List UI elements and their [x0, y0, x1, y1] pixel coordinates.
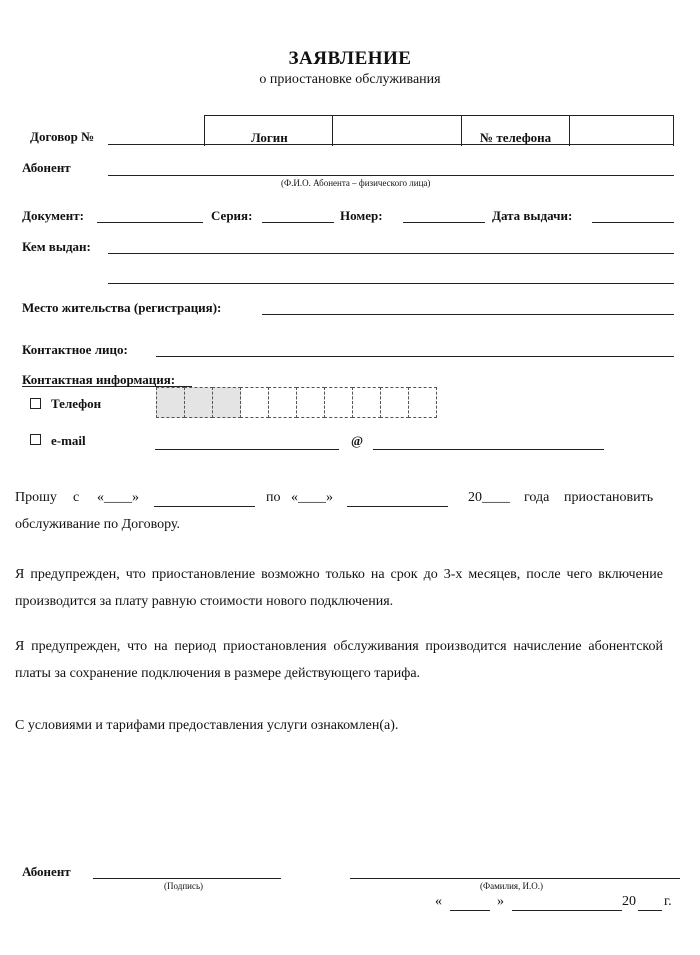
signature-subscriber-label: Абонент — [22, 864, 71, 879]
signature-month-field[interactable] — [512, 910, 622, 911]
request-word-2: с — [73, 490, 80, 505]
signature-year-suffix: г. — [664, 894, 672, 909]
notice-paragraph-1: Я предупрежден, что приостановление возможно только на срок до 3-х месяцев, после чего включение производится за плату равную стоимости нового подключения. — [15, 567, 663, 609]
series-label: Серия: — [211, 208, 253, 223]
phone-checkbox[interactable] — [30, 398, 41, 409]
phone-digit-cell[interactable] — [184, 387, 213, 418]
request-line-2: обслуживание по Договору. — [15, 517, 181, 532]
request-word-1: Прошу — [15, 490, 57, 505]
phone-digit-cell[interactable] — [352, 387, 381, 418]
contract-number-field[interactable] — [108, 144, 204, 145]
document-title: ЗАЯВЛЕНИЕ — [288, 48, 412, 69]
phone-digit-cell[interactable] — [156, 387, 185, 418]
subscriber-name-field[interactable] — [108, 175, 674, 176]
phone-option-label: Телефон — [51, 396, 102, 411]
document-subtitle: о приостановке обслуживания — [259, 72, 441, 87]
signature-field[interactable] — [93, 878, 281, 879]
email-domain-field[interactable] — [373, 449, 604, 450]
login-field[interactable] — [332, 116, 333, 146]
phone-digit-cells[interactable] — [157, 387, 437, 418]
issue-date-field[interactable] — [592, 222, 674, 223]
issued-by-field[interactable] — [108, 253, 674, 254]
request-from-date-field[interactable] — [154, 506, 255, 507]
subscriber-label: Абонент — [22, 160, 71, 175]
date-close-quote: » — [497, 894, 504, 909]
login-label: Логин — [251, 130, 288, 145]
request-from-day: «____» — [97, 490, 139, 505]
residence-field[interactable] — [262, 314, 674, 315]
request-to-day: «____» — [291, 490, 333, 505]
phone-digit-cell[interactable] — [324, 387, 353, 418]
series-field[interactable] — [262, 222, 334, 223]
phone-digit-cell[interactable] — [212, 387, 241, 418]
issue-date-label: Дата выдачи: — [492, 208, 573, 223]
signature-year-prefix: 20 — [622, 894, 636, 909]
issued-by-field-2[interactable] — [108, 283, 674, 284]
phone-number-label: № телефона — [480, 130, 552, 145]
number-label: Номер: — [340, 208, 383, 223]
signature-day-field[interactable] — [450, 910, 490, 911]
contact-person-label: Контактное лицо: — [22, 342, 128, 357]
issued-by-label: Кем выдан: — [22, 239, 91, 254]
contract-table — [204, 115, 674, 146]
request-word-5: приостановить — [564, 490, 654, 505]
phone-digit-cell[interactable] — [380, 387, 409, 418]
notice-paragraph-2: Я предупрежден, что на период приостановления обслуживания производится начисление абонентской платы за сохранение подключения в размере действующего тарифа. — [15, 639, 663, 681]
document-field[interactable] — [97, 222, 203, 223]
phone-digit-cell[interactable] — [296, 387, 325, 418]
full-name-hint: (Фамилия, И.О.) — [480, 881, 544, 891]
phone-digit-cell[interactable] — [268, 387, 297, 418]
phone-digit-cell[interactable] — [240, 387, 269, 418]
contract-label: Договор № — [30, 129, 95, 144]
contact-info-label: Контактная информация: — [22, 372, 176, 387]
acknowledgement-text: С условиями и тарифами предоставления услуги ознакомлен(а). — [15, 718, 399, 733]
email-option-label: e-mail — [51, 433, 86, 448]
number-field[interactable] — [403, 222, 485, 223]
request-word-4: года — [524, 490, 550, 505]
contact-person-field[interactable] — [156, 356, 674, 357]
at-sign: @ — [351, 433, 364, 448]
phone-number-field[interactable] — [569, 116, 570, 146]
email-checkbox[interactable] — [30, 434, 41, 445]
residence-label: Место жительства (регистрация): — [22, 300, 222, 315]
signature-hint: (Подпись) — [164, 881, 204, 891]
phone-digit-cell[interactable] — [408, 387, 437, 418]
full-name-field[interactable] — [350, 878, 680, 879]
document-label: Документ: — [22, 208, 84, 223]
signature-year-field[interactable] — [638, 910, 662, 911]
date-open-quote: « — [435, 894, 442, 909]
request-word-3: по — [266, 490, 281, 505]
request-to-date-field[interactable] — [347, 506, 448, 507]
email-user-field[interactable] — [155, 449, 339, 450]
subscriber-name-hint: (Ф.И.О. Абонента – физического лица) — [281, 178, 431, 188]
request-year: 20____ — [468, 490, 510, 505]
